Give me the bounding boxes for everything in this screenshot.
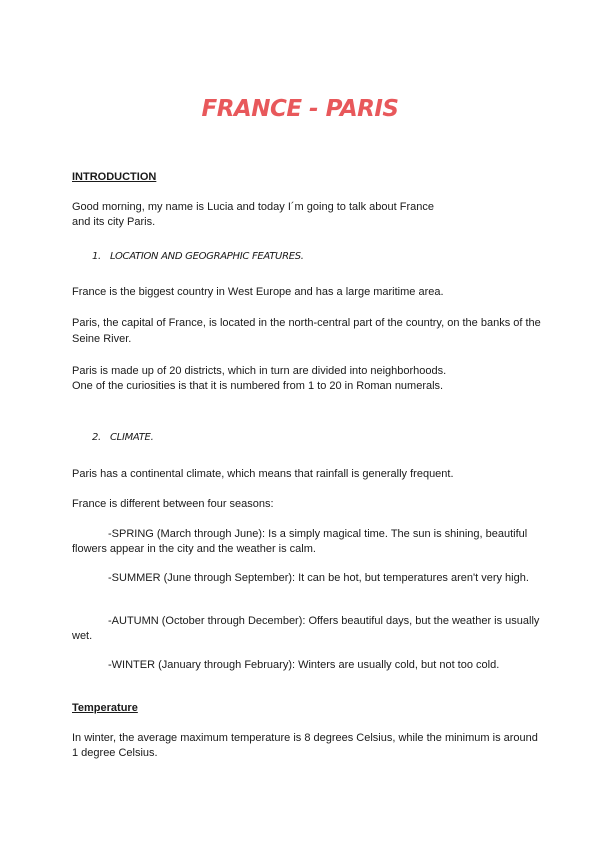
introduction-line-1: Good morning, my name is Lucia and today I´m going to talk about France <box>72 201 434 213</box>
season-summer: -SUMMER (June through September): It can be hot, but temperatures aren't very high. <box>108 572 529 584</box>
temperature-heading: Temperature <box>72 702 138 714</box>
introduction-line-2: and its city Paris. <box>72 216 156 228</box>
section-1-paragraph-3 <box>72 364 542 394</box>
section-2-title: CLIMATE. <box>110 432 154 443</box>
section-2-paragraph-2: France is different between four seasons: <box>72 498 274 510</box>
season-winter: -WINTER (January through February): Winters are usually cold, but not too cold. <box>108 659 500 671</box>
document-title: FRANCE - PARIS <box>201 96 399 122</box>
introduction-heading: INTRODUCTION <box>72 171 157 183</box>
section-2-heading <box>92 432 153 443</box>
section-1-title: LOCATION AND GEOGRAPHIC FEATURES. <box>110 251 304 262</box>
introduction-paragraph <box>72 200 542 230</box>
section-2-paragraph-1: Paris has a continental climate, which means that rainfall is generally frequent. <box>72 468 454 480</box>
season-autumn: -AUTUMN (October through December): Offers beautiful days, but the weather is usually wet. <box>72 615 540 642</box>
season-spring: -SPRING (March through June): Is a simply magical time. The sun is shining, beautiful flowers appear in the city and the weather is calm. <box>72 528 528 555</box>
section-1-paragraph-1: France is the biggest country in West Europe and has a large maritime area. <box>72 286 444 298</box>
section-2-number: 2. <box>92 432 101 443</box>
section-1-paragraph-3-line-2: One of the curiosities is that it is numbered from 1 to 20 in Roman numerals. <box>72 380 444 392</box>
section-1-heading <box>92 251 304 262</box>
section-1-paragraph-2: Paris, the capital of France, is located in the north-central part of the country, on the banks of the Seine River. <box>72 317 541 345</box>
temperature-paragraph: In winter, the average maximum temperature is 8 degrees Celsius, while the minimum is around 1 degree Celsius. <box>72 732 538 759</box>
section-1-paragraph-3-line-1: Paris is made up of 20 districts, which in turn are divided into neighborhoods. <box>72 365 447 377</box>
section-1-number: 1. <box>92 251 101 262</box>
